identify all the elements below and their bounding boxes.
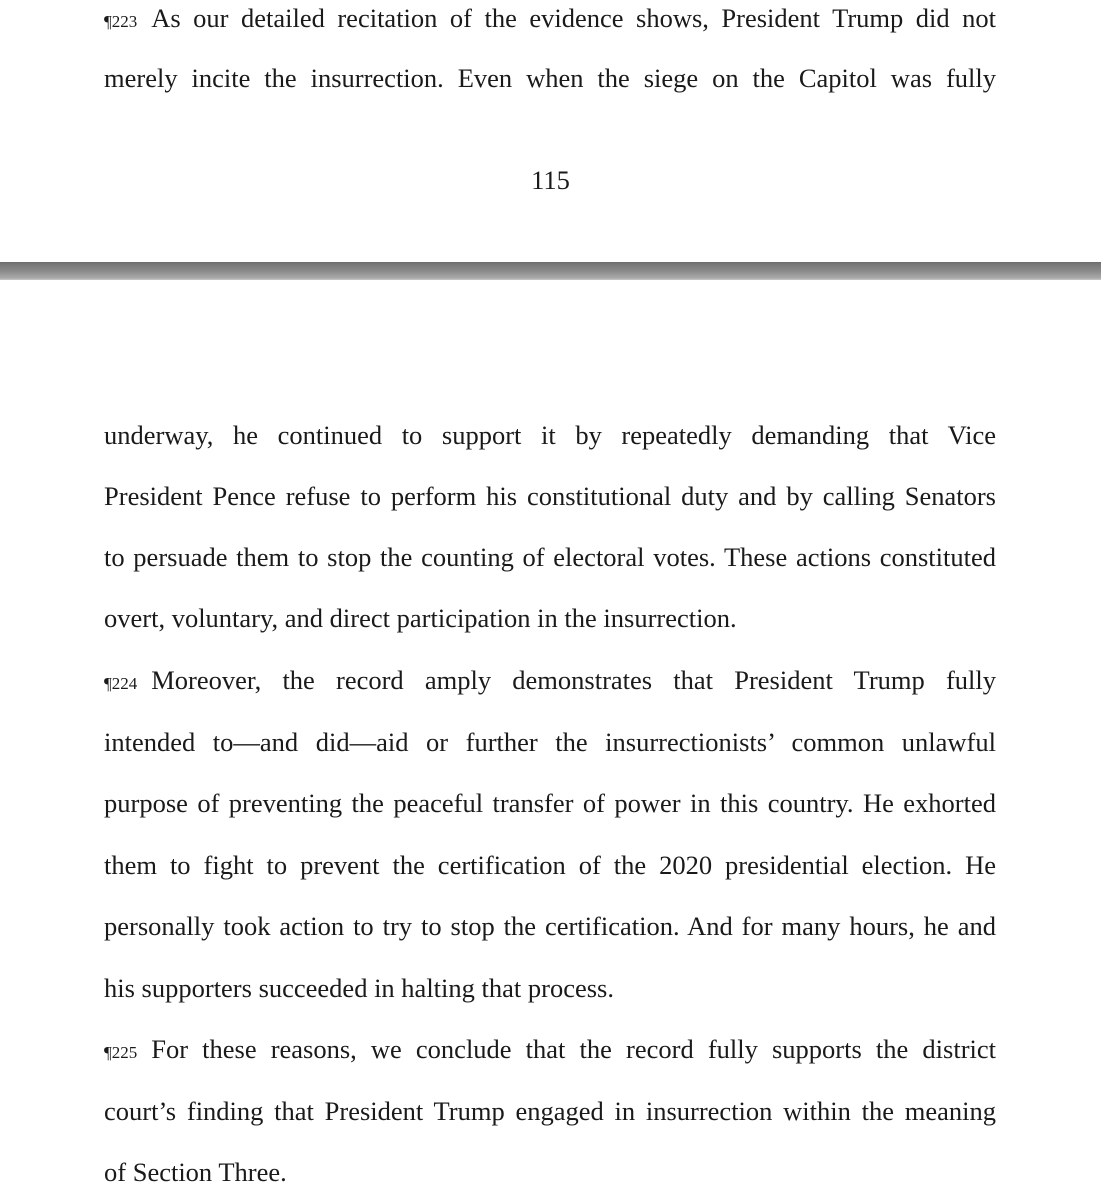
paragraph-225-text-1: For these reasons, we conclude that the record fully supports the district <box>151 1034 996 1064</box>
paragraph-223-line-1 <box>104 2 996 38</box>
paragraph-223-text-1: As our detailed recitation of the evidence shows, President Trump did not <box>151 3 996 33</box>
paragraph-mark-224: ¶224 <box>104 674 138 693</box>
paragraph-224-text-1: Moreover, the record amply demonstrates that President Trump fully <box>151 665 996 695</box>
paragraph-223-cont-line-1: underway, he continued to support it by repeatedly demanding that Vice <box>104 420 996 450</box>
paragraph-225-line-3: of Section Three. <box>104 1157 287 1187</box>
paragraph-224-line-1 <box>104 664 996 700</box>
page-115-bottom <box>0 0 1101 262</box>
page-number: 115 <box>531 165 570 195</box>
page-break-separator <box>0 262 1101 280</box>
paragraph-224-line-3: purpose of preventing the peaceful transfer of power in this country. He exhorted <box>104 788 996 818</box>
page-116-top <box>0 280 1101 1200</box>
paragraph-224-line-2: intended to—and did—aid or further the insurrectionists’ common unlawful <box>104 727 996 757</box>
paragraph-224-line-4: them to fight to prevent the certification of the 2020 presidential election. He <box>104 850 996 880</box>
paragraph-223-cont-line-4: overt, voluntary, and direct participation in the insurrection. <box>104 603 737 633</box>
paragraph-224-line-6: his supporters succeeded in halting that process. <box>104 973 614 1003</box>
paragraph-223-cont-line-2: President Pence refuse to perform his constitutional duty and by calling Senators <box>104 481 996 511</box>
paragraph-223-line-2: merely incite the insurrection. Even when the siege on the Capitol was fully <box>104 63 996 93</box>
paragraph-225-line-2: court’s finding that President Trump engaged in insurrection within the meaning <box>104 1096 996 1126</box>
paragraph-224-line-5: personally took action to try to stop the certification. And for many hours, he and <box>104 911 996 941</box>
paragraph-223-cont-line-3: to persuade them to stop the counting of electoral votes. These actions constituted <box>104 542 996 572</box>
paragraph-mark-223: ¶223 <box>104 12 138 31</box>
paragraph-mark-225: ¶225 <box>104 1043 138 1062</box>
paragraph-225-line-1 <box>104 1033 996 1069</box>
